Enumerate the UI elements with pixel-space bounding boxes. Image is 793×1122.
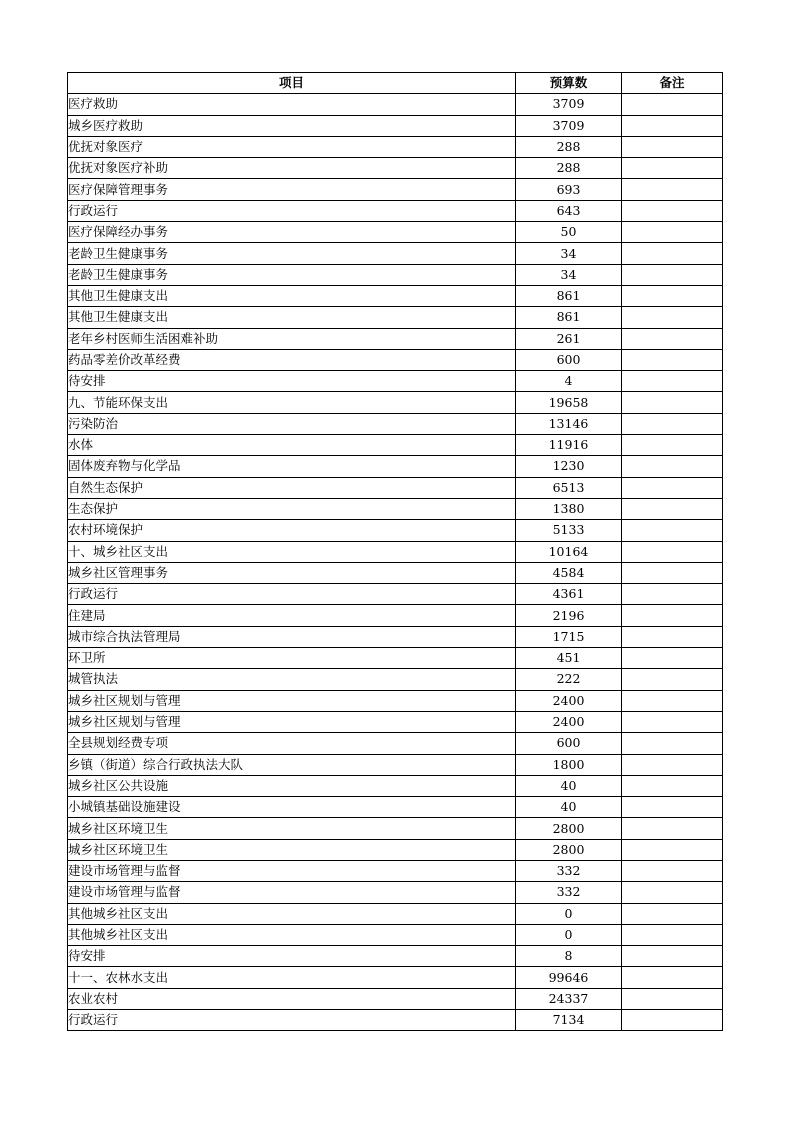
header-item: 项目	[68, 73, 516, 94]
row-note	[622, 285, 723, 306]
row-item-label: 其他卫生健康支出	[68, 307, 516, 328]
row-note	[622, 967, 723, 988]
row-note	[622, 541, 723, 562]
table-row	[68, 690, 723, 711]
row-note	[622, 477, 723, 498]
row-amount: 10164	[516, 541, 622, 562]
row-item-label: 待安排	[68, 946, 516, 967]
row-note	[622, 924, 723, 945]
row-item-label: 自然生态保护	[68, 477, 516, 498]
row-item-label: 十、城乡社区支出	[68, 541, 516, 562]
row-amount: 11916	[516, 435, 622, 456]
row-item-label: 医疗救助	[68, 94, 516, 115]
row-note	[622, 818, 723, 839]
row-item-label: 其他卫生健康支出	[68, 285, 516, 306]
row-amount: 1230	[516, 456, 622, 477]
row-item-label: 城乡社区环境卫生	[68, 818, 516, 839]
row-item-label: 全县规划经费专项	[68, 733, 516, 754]
table-row	[68, 264, 723, 285]
header-note: 备注	[622, 73, 723, 94]
row-item-label: 十一、农林水支出	[68, 967, 516, 988]
row-item-label: 污染防治	[68, 413, 516, 434]
row-note	[622, 520, 723, 541]
table-row	[68, 605, 723, 626]
row-item-label: 建设市场管理与监督	[68, 860, 516, 881]
row-note	[622, 328, 723, 349]
row-item-label: 优抚对象医疗补助	[68, 158, 516, 179]
row-item-label: 城乡社区公共设施	[68, 775, 516, 796]
row-item-label: 乡镇（街道）综合行政执法大队	[68, 754, 516, 775]
row-note	[622, 797, 723, 818]
row-note	[622, 860, 723, 881]
row-note	[622, 243, 723, 264]
row-amount: 2196	[516, 605, 622, 626]
row-note	[622, 136, 723, 157]
row-item-label: 农村环境保护	[68, 520, 516, 541]
row-note	[622, 562, 723, 583]
row-note	[622, 264, 723, 285]
table-row	[68, 711, 723, 732]
row-item-label: 行政运行	[68, 1010, 516, 1031]
row-item-label: 药品零差价改革经费	[68, 349, 516, 370]
table-row	[68, 946, 723, 967]
row-note	[622, 94, 723, 115]
row-item-label: 医疗保障管理事务	[68, 179, 516, 200]
row-note	[622, 626, 723, 647]
row-amount: 1715	[516, 626, 622, 647]
row-note	[622, 307, 723, 328]
row-amount: 2800	[516, 818, 622, 839]
row-note	[622, 179, 723, 200]
row-amount: 1380	[516, 498, 622, 519]
table-row	[68, 243, 723, 264]
row-note	[622, 371, 723, 392]
row-amount: 50	[516, 222, 622, 243]
row-item-label: 医疗保障经办事务	[68, 222, 516, 243]
row-item-label: 城乡社区环境卫生	[68, 839, 516, 860]
table-row	[68, 179, 723, 200]
row-note	[622, 456, 723, 477]
table-row	[68, 775, 723, 796]
row-note	[622, 498, 723, 519]
row-amount: 288	[516, 136, 622, 157]
row-item-label: 城管执法	[68, 669, 516, 690]
row-item-label: 建设市场管理与监督	[68, 882, 516, 903]
row-note	[622, 733, 723, 754]
row-item-label: 环卫所	[68, 648, 516, 669]
row-amount: 3709	[516, 94, 622, 115]
row-amount: 99646	[516, 967, 622, 988]
row-amount: 40	[516, 797, 622, 818]
row-item-label: 老龄卫生健康事务	[68, 243, 516, 264]
table-row	[68, 392, 723, 413]
row-note	[622, 413, 723, 434]
row-note	[622, 158, 723, 179]
row-amount: 288	[516, 158, 622, 179]
table-row	[68, 988, 723, 1009]
table-row	[68, 285, 723, 306]
table-row	[68, 413, 723, 434]
row-note	[622, 754, 723, 775]
row-amount: 643	[516, 200, 622, 221]
row-note	[622, 903, 723, 924]
row-item-label: 优抚对象医疗	[68, 136, 516, 157]
row-item-label: 城乡社区规划与管理	[68, 711, 516, 732]
row-amount: 34	[516, 264, 622, 285]
table-row	[68, 435, 723, 456]
row-item-label: 行政运行	[68, 200, 516, 221]
row-amount: 2400	[516, 690, 622, 711]
row-amount: 2800	[516, 839, 622, 860]
row-note	[622, 648, 723, 669]
row-note	[622, 200, 723, 221]
row-amount: 4	[516, 371, 622, 392]
row-amount: 451	[516, 648, 622, 669]
table-row	[68, 626, 723, 647]
row-item-label: 城市综合执法管理局	[68, 626, 516, 647]
row-amount: 693	[516, 179, 622, 200]
table-row	[68, 860, 723, 881]
row-amount: 261	[516, 328, 622, 349]
row-item-label: 待安排	[68, 371, 516, 392]
table-row	[68, 797, 723, 818]
row-amount: 40	[516, 775, 622, 796]
row-amount: 600	[516, 733, 622, 754]
row-note	[622, 690, 723, 711]
table-row	[68, 924, 723, 945]
row-item-label: 其他城乡社区支出	[68, 903, 516, 924]
table-row	[68, 967, 723, 988]
row-amount: 332	[516, 860, 622, 881]
row-item-label: 老年乡村医师生活困难补助	[68, 328, 516, 349]
table-row	[68, 200, 723, 221]
row-amount: 861	[516, 307, 622, 328]
row-note	[622, 1010, 723, 1031]
table-row	[68, 136, 723, 157]
row-note	[622, 669, 723, 690]
row-note	[622, 839, 723, 860]
row-note	[622, 115, 723, 136]
table-row	[68, 541, 723, 562]
table-row	[68, 562, 723, 583]
table-row	[68, 477, 723, 498]
table-row	[68, 882, 723, 903]
row-item-label: 城乡社区规划与管理	[68, 690, 516, 711]
table-row	[68, 903, 723, 924]
table-row	[68, 158, 723, 179]
table-row	[68, 349, 723, 370]
row-amount: 19658	[516, 392, 622, 413]
table-row	[68, 328, 723, 349]
table-row	[68, 818, 723, 839]
row-amount: 24337	[516, 988, 622, 1009]
row-item-label: 老龄卫生健康事务	[68, 264, 516, 285]
row-amount: 332	[516, 882, 622, 903]
row-note	[622, 392, 723, 413]
budget-table	[67, 72, 723, 1031]
row-note	[622, 584, 723, 605]
table-row	[68, 94, 723, 115]
table-row	[68, 498, 723, 519]
row-note	[622, 988, 723, 1009]
table-row	[68, 754, 723, 775]
table-row	[68, 584, 723, 605]
row-amount: 0	[516, 924, 622, 945]
row-note	[622, 435, 723, 456]
row-item-label: 其他城乡社区支出	[68, 924, 516, 945]
table-row	[68, 839, 723, 860]
table-row	[68, 1010, 723, 1031]
row-amount: 4584	[516, 562, 622, 583]
table-row	[68, 222, 723, 243]
row-amount: 34	[516, 243, 622, 264]
table-row	[68, 648, 723, 669]
row-item-label: 城乡医疗救助	[68, 115, 516, 136]
table-row	[68, 733, 723, 754]
table-row	[68, 669, 723, 690]
row-amount: 7134	[516, 1010, 622, 1031]
row-amount: 8	[516, 946, 622, 967]
table-row	[68, 456, 723, 477]
row-amount: 2400	[516, 711, 622, 732]
row-note	[622, 711, 723, 732]
row-amount: 861	[516, 285, 622, 306]
row-amount: 1800	[516, 754, 622, 775]
row-item-label: 住建局	[68, 605, 516, 626]
table-row	[68, 307, 723, 328]
table-body	[68, 94, 723, 1031]
table-header-row	[68, 73, 723, 94]
row-item-label: 农业农村	[68, 988, 516, 1009]
row-item-label: 生态保护	[68, 498, 516, 519]
row-item-label: 九、节能环保支出	[68, 392, 516, 413]
row-item-label: 城乡社区管理事务	[68, 562, 516, 583]
row-item-label: 水体	[68, 435, 516, 456]
row-amount: 3709	[516, 115, 622, 136]
table-row	[68, 520, 723, 541]
row-amount: 600	[516, 349, 622, 370]
table-row	[68, 115, 723, 136]
row-amount: 13146	[516, 413, 622, 434]
table-row	[68, 371, 723, 392]
row-item-label: 小城镇基础设施建设	[68, 797, 516, 818]
row-amount: 6513	[516, 477, 622, 498]
row-amount: 0	[516, 903, 622, 924]
row-note	[622, 605, 723, 626]
row-item-label: 行政运行	[68, 584, 516, 605]
header-amount: 预算数	[516, 73, 622, 94]
row-note	[622, 882, 723, 903]
row-note	[622, 946, 723, 967]
row-note	[622, 222, 723, 243]
row-item-label: 固体废弃物与化学品	[68, 456, 516, 477]
row-note	[622, 775, 723, 796]
row-note	[622, 349, 723, 370]
row-amount: 5133	[516, 520, 622, 541]
row-amount: 222	[516, 669, 622, 690]
row-amount: 4361	[516, 584, 622, 605]
